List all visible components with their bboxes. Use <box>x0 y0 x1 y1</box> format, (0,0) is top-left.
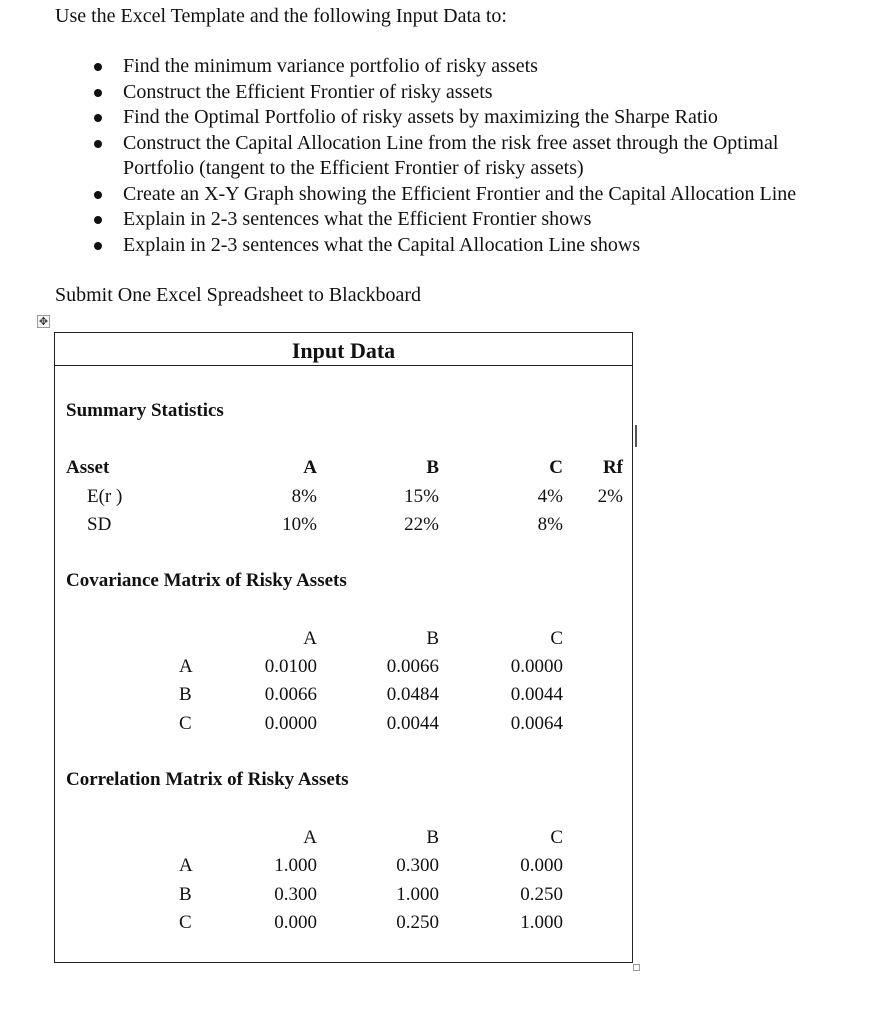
correlation-value: 0.300 <box>274 884 317 905</box>
correlation-value: 1.000 <box>396 884 439 905</box>
covariance-value: 0.0064 <box>510 713 563 734</box>
task-item <box>55 54 875 80</box>
task-item <box>55 131 875 182</box>
correlation-col-header: C <box>550 827 563 848</box>
correlation-matrix-title: Correlation Matrix of Risky Assets <box>66 769 349 790</box>
task-text: Construct the Efficient Frontier of risky assets <box>123 80 493 103</box>
task-text: Find the Optimal Portfolio of risky assets by maximizing the Sharpe Ratio <box>123 106 718 128</box>
covariance-value: 0.0100 <box>264 656 317 677</box>
covariance-value: 0.0000 <box>264 713 317 734</box>
summary-row-label: SD <box>87 514 112 535</box>
correlation-value: 0.300 <box>396 855 439 876</box>
submit-instruction: Submit One Excel Spreadsheet to Blackboard <box>55 284 422 306</box>
summary-header-b: B <box>426 457 439 478</box>
correlation-value: 0.000 <box>520 855 563 876</box>
summary-value: 8% <box>291 486 317 507</box>
task-text: Construct the Capital Allocation Line from the risk free asset through the Optimal Portfolio (tangent to the Efficient Frontier of risky assets) <box>123 131 779 179</box>
task-text: Create an X-Y Graph showing the Efficient Frontier and the Capital Allocation Line <box>123 182 797 205</box>
summary-value: 10% <box>282 514 317 535</box>
covariance-value: 0.0066 <box>386 656 439 677</box>
task-item <box>55 233 875 259</box>
bullet-icon <box>94 242 102 250</box>
input-data-table <box>54 332 633 963</box>
table-move-handle-icon[interactable]: ✥ <box>38 315 49 328</box>
summary-value: 4% <box>537 486 563 507</box>
task-text: Find the minimum variance portfolio of risky assets <box>123 55 538 77</box>
correlation-value: 0.000 <box>274 912 317 933</box>
correlation-value: 0.250 <box>520 884 563 905</box>
bullet-icon <box>94 140 102 148</box>
covariance-row-label: B <box>179 684 192 705</box>
correlation-row-label: A <box>179 855 193 876</box>
task-item <box>55 80 875 106</box>
task-list <box>55 54 875 258</box>
summary-value: 8% <box>537 514 563 535</box>
covariance-value: 0.0000 <box>510 656 563 677</box>
input-data-title: Input Data <box>55 333 632 366</box>
task-item <box>55 182 875 208</box>
summary-value: 22% <box>404 514 439 535</box>
covariance-row-label: A <box>179 656 193 677</box>
covariance-value: 0.0044 <box>510 684 563 705</box>
covariance-row-label: C <box>179 713 192 734</box>
bullet-icon <box>94 114 102 122</box>
covariance-col-header: C <box>550 628 563 649</box>
summary-row-label: E(r ) <box>87 486 123 507</box>
covariance-value: 0.0044 <box>386 713 439 734</box>
covariance-value: 0.0066 <box>264 684 317 705</box>
correlation-col-header: B <box>426 827 439 848</box>
summary-value: 15% <box>404 486 439 507</box>
covariance-matrix-title: Covariance Matrix of Risky Assets <box>66 570 347 591</box>
bullet-icon <box>94 191 102 199</box>
summary-header-a: A <box>303 457 317 478</box>
task-text: Explain in 2-3 sentences what the Efficient Frontier shows <box>123 208 592 230</box>
intro-text: Use the Excel Template and the following Input Data to: <box>55 5 507 27</box>
task-item <box>55 105 875 131</box>
covariance-col-header: A <box>303 628 317 649</box>
summary-header-asset: Asset <box>66 457 110 478</box>
covariance-col-header: B <box>426 628 439 649</box>
correlation-col-header: A <box>303 827 317 848</box>
correlation-value: 1.000 <box>520 912 563 933</box>
summary-value: 2% <box>597 486 623 507</box>
correlation-row-label: B <box>179 884 192 905</box>
bullet-icon <box>94 63 102 71</box>
bullet-icon <box>94 89 102 97</box>
summary-header-rf: Rf <box>602 457 623 478</box>
text-cursor <box>635 425 637 447</box>
correlation-value: 0.250 <box>396 912 439 933</box>
task-text: Explain in 2-3 sentences what the Capital Allocation Line shows <box>123 233 641 256</box>
covariance-value: 0.0484 <box>386 684 439 705</box>
bullet-icon <box>94 216 102 224</box>
task-item <box>55 207 875 233</box>
summary-statistics-title: Summary Statistics <box>66 400 224 421</box>
table-resize-handle[interactable] <box>633 964 640 971</box>
summary-header-c: C <box>549 457 563 478</box>
correlation-row-label: C <box>179 912 192 933</box>
correlation-value: 1.000 <box>274 855 317 876</box>
